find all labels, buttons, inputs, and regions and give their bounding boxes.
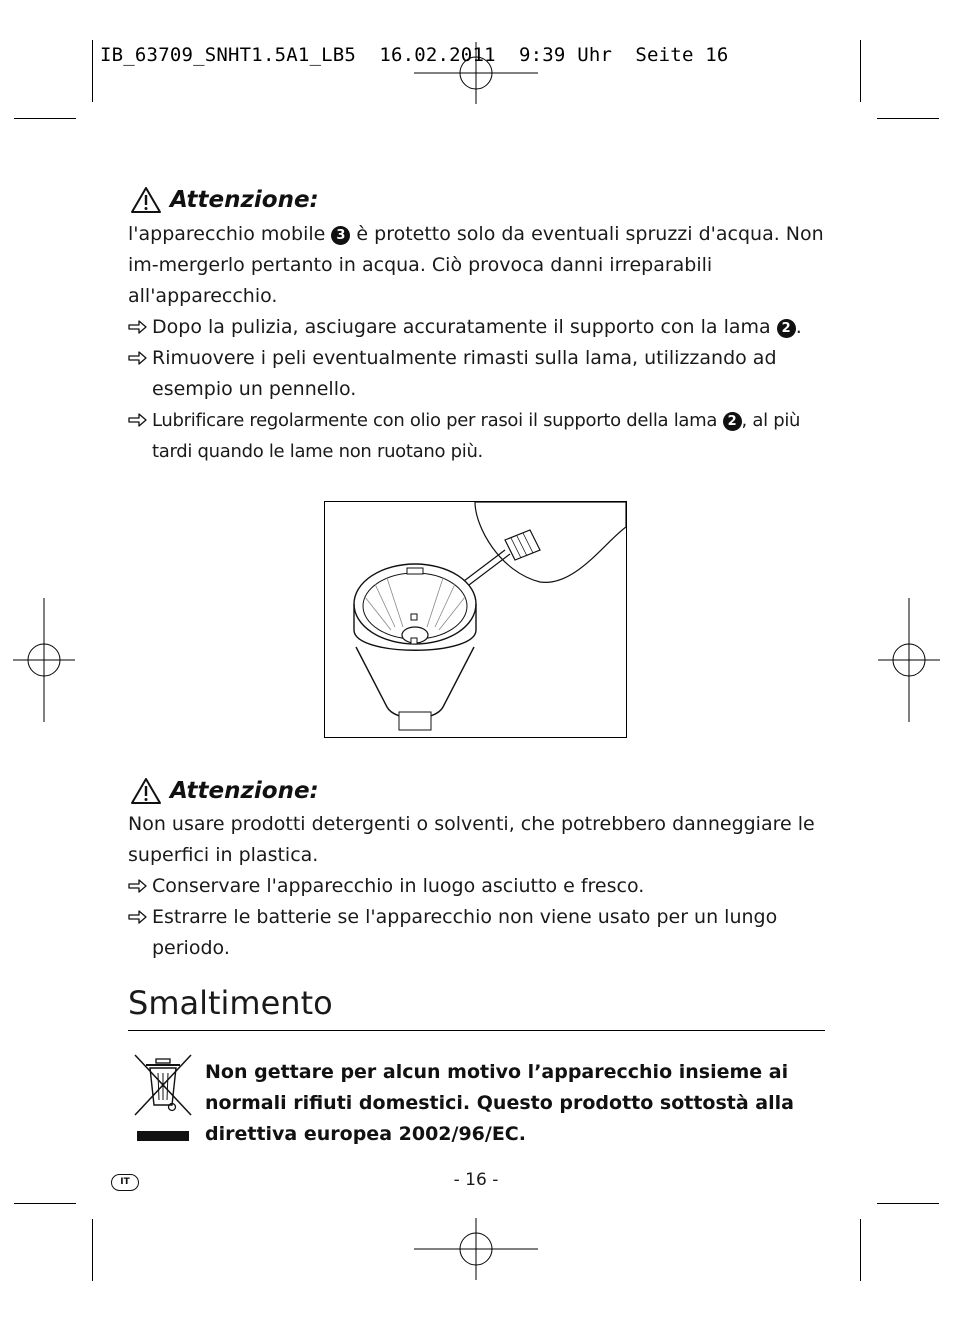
registration-mark-right [878, 598, 940, 722]
arrow-right-icon [128, 879, 148, 893]
warning-text-2: Non usare prodotti detergenti o solventi, che potrebbero danneggiare le superfici in plastica. [128, 813, 815, 866]
registration-mark-bottom [414, 1218, 538, 1280]
warning-heading-2 [130, 774, 319, 808]
shaver-head-oil-illustration [325, 502, 626, 737]
crossed-bin-icon [132, 1053, 194, 1117]
warning-title-2: Attenzione: [170, 778, 319, 804]
step-item: Conservare l'apparecchio in luogo asciutto e fresco. [128, 871, 828, 902]
arrow-right-icon [128, 413, 148, 427]
step-item: Estrarre le batterie se l'apparecchio non viene usato per un lungo periodo. [128, 902, 828, 964]
step-item: Dopo la pulizia, asciugare accuratamente il supporto con la lama 2 . [128, 312, 828, 343]
warning-text-1: l'apparecchio mobile 3 è protetto solo da eventuali spruzzi d'acqua. Non im-mergerlo pertanto in acqua. Ciò provoca danni irreparabili all'apparecchio. [128, 223, 824, 307]
arrow-right-icon [128, 320, 148, 334]
arrow-right-icon [128, 351, 148, 365]
registration-mark-left [13, 598, 75, 722]
ref-number: 2 [777, 319, 796, 338]
print-slug: IB_63709_SNHT1.5A1_LB5 16.02.2011 9:39 Uhr Seite 16 [100, 44, 729, 66]
warning-heading-1 [130, 183, 319, 217]
language-badge: IT [111, 1174, 139, 1191]
ref-number: 2 [723, 412, 742, 431]
section-heading: Smaltimento [128, 984, 333, 1022]
warning-triangle-icon [130, 777, 162, 805]
arrow-right-icon [128, 910, 148, 924]
ref-number: 3 [331, 226, 350, 245]
disposal-text: Non gettare per alcun motivo l’apparecchio insieme ai normali rifiuti domestici. Questo prodotto sottostà alla direttiva europea 2002/96/EC. [205, 1061, 794, 1145]
step-item: Lubrificare regolarmente con olio per rasoi il supporto della lama 2 , al più tardi quando le lame non ruotano più. [128, 405, 828, 467]
heading-rule [128, 1030, 825, 1031]
page-number: - 16 - [453, 1170, 499, 1190]
warning-title-1: Attenzione: [170, 187, 319, 213]
warning-triangle-icon [130, 186, 162, 214]
lubrication-illustration [324, 501, 627, 738]
bin-underline-bar [137, 1131, 189, 1141]
step-item: Rimuovere i peli eventualmente rimasti sulla lama, utilizzando ad esempio un pennello. [128, 343, 828, 405]
